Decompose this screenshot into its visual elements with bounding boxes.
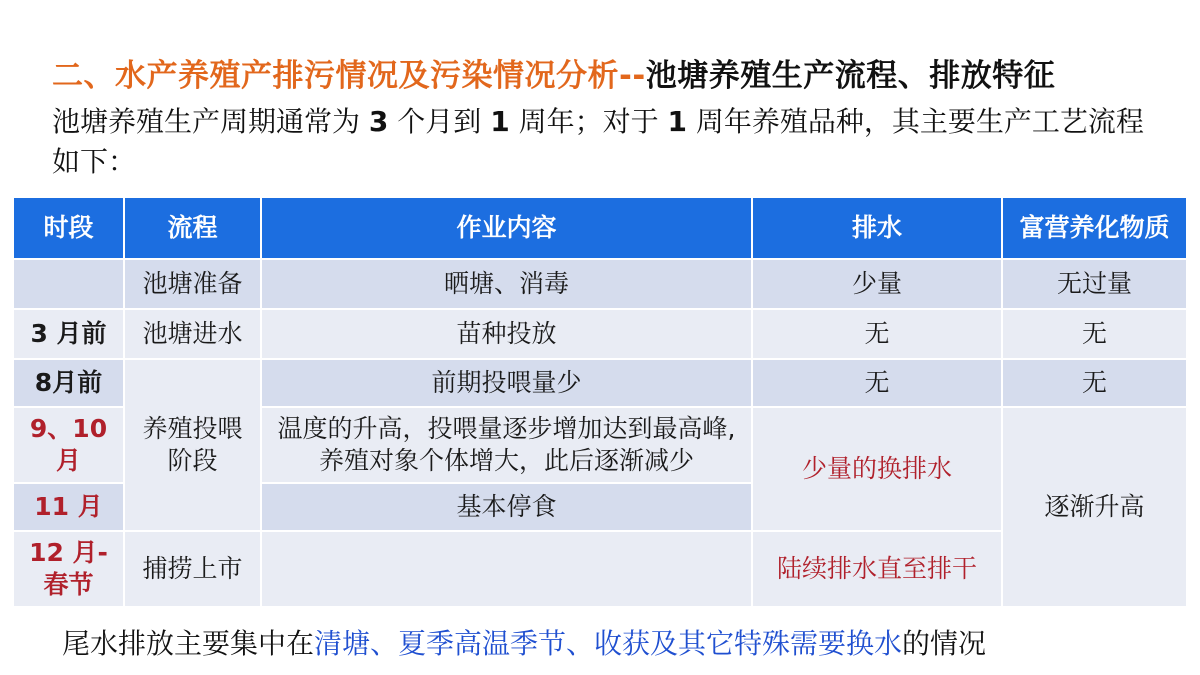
cell-period: 9、10 月 [13,407,124,483]
footer-note [62,622,986,662]
cell-drain: 少量 [752,259,1002,309]
cell-period: 8月前 [13,359,124,407]
table-header-row [13,197,1187,259]
page-title [52,50,1055,95]
title-section: 二、水产养殖产排污情况及污染情况分析-- [52,58,646,94]
intro-paragraph [52,102,1152,182]
process-table [12,196,1188,608]
cell-process: 池塘准备 [124,259,261,309]
intro-number-3: 1 [667,105,687,138]
cell-nutrient: 逐渐升高 [1002,407,1187,607]
cell-nutrient: 无 [1002,359,1187,407]
cell-drain: 无 [752,309,1002,359]
cell-period [13,259,124,309]
footer-text-2: 的情况 [902,627,987,660]
header-period: 时段 [13,197,124,259]
header-nutrient: 富营养化物质 [1002,197,1187,259]
header-drain: 排水 [752,197,1002,259]
cell-nutrient: 无过量 [1002,259,1187,309]
intro-text-4: 周年养殖品种，其主要生产工艺流程如下： [52,105,1144,178]
title-topic: 池塘养殖生产流程、排放特征 [645,58,1056,94]
cell-work: 苗种投放 [261,309,752,359]
table-row [13,309,1187,359]
cell-work: 温度的升高，投喂量逐步增加达到最高峰,养殖对象个体增大，此后逐渐减少 [261,407,752,483]
table-row [13,359,1187,407]
cell-process: 池塘进水 [124,309,261,359]
intro-number-2: 1 [490,105,510,138]
cell-drain: 无 [752,359,1002,407]
cell-period: 11 月 [13,483,124,531]
cell-process: 捕捞上市 [124,531,261,607]
header-work: 作业内容 [261,197,752,259]
footer-text-1: 尾水排放主要集中在 [62,627,315,660]
intro-text-3: 周年；对于 [509,105,668,138]
table-row [13,259,1187,309]
cell-nutrient: 无 [1002,309,1187,359]
cell-period: 3 月前 [13,309,124,359]
cell-process: 养殖投喂阶段 [124,359,261,531]
intro-text-2: 个月到 [388,105,491,138]
intro-number-1: 3 [368,105,389,138]
cell-work [261,531,752,607]
cell-work: 前期投喂量少 [261,359,752,407]
footer-highlight: 清塘、夏季高温季节、收获及其它特殊需要换水 [314,627,903,660]
cell-work: 晒塘、消毒 [261,259,752,309]
cell-drain: 少量的换排水 [752,407,1002,531]
intro-text-1: 池塘养殖生产周期通常为 [52,105,369,138]
cell-work: 基本停食 [261,483,752,531]
cell-drain: 陆续排水直至排干 [752,531,1002,607]
header-process: 流程 [124,197,261,259]
cell-period: 12 月-春节 [13,531,124,607]
